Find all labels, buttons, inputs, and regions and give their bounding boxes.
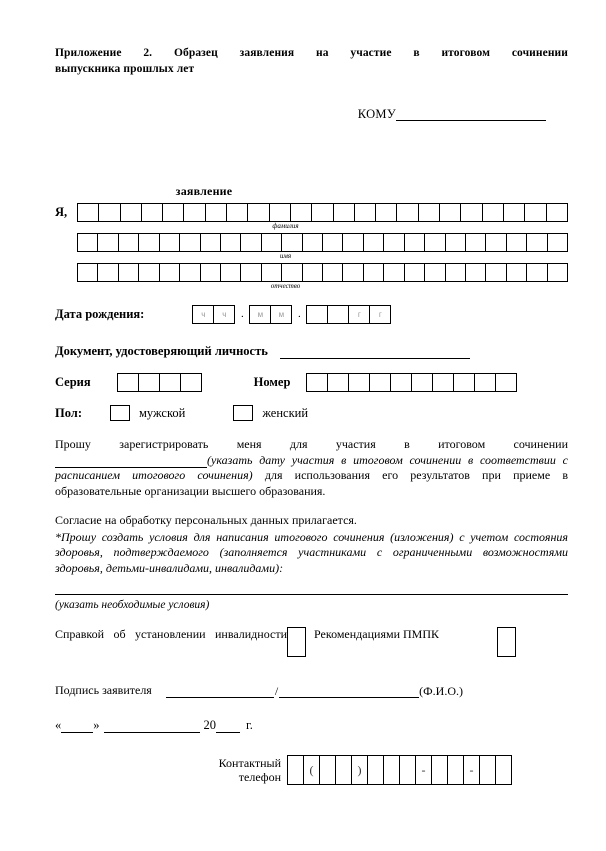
statement-heading: заявление — [175, 184, 233, 198]
birth-year-cell[interactable] — [328, 306, 349, 323]
number-cell[interactable] — [433, 374, 454, 391]
surname-cell[interactable] — [99, 204, 120, 221]
contact-phone-label — [201, 756, 281, 784]
birth-day-input[interactable] — [192, 305, 235, 324]
addressee-input[interactable] — [396, 107, 546, 121]
patronymic-cell[interactable] — [323, 264, 343, 281]
number-cell[interactable] — [328, 374, 349, 391]
gender-row — [55, 405, 568, 421]
number-label: Номер — [253, 375, 291, 389]
firstname-cell[interactable] — [527, 234, 547, 251]
phone-cell[interactable] — [496, 756, 512, 784]
number-cell[interactable] — [454, 374, 475, 391]
page-title-line-1: Приложение 2. Образец заявления на участие в итоговом сочинении — [55, 47, 568, 59]
special-conditions-paragraph — [55, 530, 568, 577]
birth-day-cell[interactable]: ч — [193, 306, 214, 323]
firstname-cell[interactable] — [507, 234, 527, 251]
surname-cell[interactable] — [227, 204, 248, 221]
identity-document-input[interactable] — [280, 344, 470, 359]
contact-phone-input-grid[interactable] — [287, 755, 512, 785]
surname-input-grid[interactable] — [77, 203, 568, 222]
phone-cell[interactable] — [288, 756, 304, 784]
surname-caption: фамилия — [272, 222, 299, 230]
phone-cell[interactable] — [320, 756, 336, 784]
date-day-input[interactable] — [61, 720, 93, 733]
contact-phone-label-line-2: телефон — [238, 770, 281, 784]
patronymic-cell[interactable] — [343, 264, 363, 281]
birth-separator-2: . — [297, 308, 301, 320]
date-year-input[interactable] — [216, 720, 240, 733]
surname-row — [55, 203, 568, 222]
patronymic-cell[interactable] — [180, 264, 200, 281]
patronymic-cell[interactable] — [262, 264, 282, 281]
surname-cell[interactable] — [121, 204, 142, 221]
patronymic-cell[interactable] — [425, 264, 445, 281]
signature-slash: / — [274, 684, 279, 698]
number-cell[interactable] — [307, 374, 328, 391]
pmpk-recommendations-label: Рекомендациями ПМПК — [314, 627, 439, 641]
series-cell[interactable] — [181, 374, 202, 391]
patronymic-cell[interactable] — [466, 264, 486, 281]
patronymic-cell[interactable] — [98, 264, 118, 281]
surname-cell[interactable] — [312, 204, 333, 221]
series-input-grid[interactable] — [117, 373, 202, 392]
phone-cell[interactable] — [400, 756, 416, 784]
conditions-caption: (указать необходимые условия) — [55, 599, 210, 611]
surname-cell[interactable] — [461, 204, 482, 221]
phone-cell[interactable] — [480, 756, 496, 784]
phone-cell[interactable] — [448, 756, 464, 784]
surname-cell[interactable] — [547, 204, 568, 221]
identity-document-row — [55, 344, 568, 359]
patronymic-cell[interactable] — [446, 264, 466, 281]
firstname-cell[interactable] — [446, 234, 466, 251]
patronymic-cell[interactable] — [282, 264, 302, 281]
surname-cell[interactable] — [419, 204, 440, 221]
gender-female-checkbox[interactable] — [233, 405, 253, 421]
patronymic-row — [55, 263, 568, 282]
quote-close: » — [93, 718, 100, 732]
gender-male-checkbox[interactable] — [110, 405, 130, 421]
firstname-cell[interactable] — [180, 234, 200, 251]
series-cell[interactable] — [139, 374, 160, 391]
firstname-cell[interactable] — [98, 234, 118, 251]
birth-date-label: Дата рождения: — [55, 307, 145, 321]
surname-cell[interactable] — [78, 204, 99, 221]
firstname-cell[interactable] — [139, 234, 159, 251]
number-cell[interactable] — [391, 374, 412, 391]
birth-month-cell[interactable]: м — [250, 306, 271, 323]
special-conditions-text: *Прошу создать условия для написания итогового сочинения (изложения) с учетом состояния здоровья, подтверждаемого (заполняется участниками с ограниченными возможностями здоровья, детьми-инвалидами, инвалидами): — [55, 529, 568, 575]
gender-label: Пол: — [55, 405, 82, 420]
surname-cell[interactable] — [504, 204, 525, 221]
firstname-cell[interactable] — [241, 234, 261, 251]
number-cell[interactable] — [496, 374, 517, 391]
patronymic-cell[interactable] — [507, 264, 527, 281]
participation-date-input[interactable] — [55, 456, 207, 468]
series-cell[interactable] — [160, 374, 181, 391]
patronymic-cell[interactable] — [201, 264, 221, 281]
firstname-cell[interactable] — [466, 234, 486, 251]
surname-cell[interactable] — [525, 204, 546, 221]
row-indent — [55, 233, 77, 252]
birth-year-input[interactable] — [306, 305, 391, 324]
date-year-suffix: г. — [246, 718, 253, 732]
quote-open: « — [55, 718, 62, 732]
surname-cell[interactable] — [163, 204, 184, 221]
phone-cell[interactable]: - — [464, 756, 480, 784]
date-month-input[interactable] — [104, 720, 200, 733]
surname-cell[interactable] — [291, 204, 312, 221]
page-title-line-2: выпускника прошлых лет — [55, 63, 195, 75]
contact-phone-row — [55, 755, 568, 785]
birth-year-cell[interactable]: г — [370, 306, 391, 323]
surname-cell[interactable] — [355, 204, 376, 221]
contact-phone-label-line-1: Контактный — [218, 756, 281, 770]
firstname-cell[interactable] — [303, 234, 323, 251]
conditions-input-line[interactable] — [55, 593, 568, 595]
firstname-cell[interactable] — [119, 234, 139, 251]
number-input-grid[interactable] — [306, 373, 517, 392]
phone-cell[interactable]: ) — [352, 756, 368, 784]
birth-day-cell[interactable]: ч — [214, 306, 235, 323]
patronymic-cell[interactable] — [364, 264, 384, 281]
firstname-cell[interactable] — [262, 234, 282, 251]
patronymic-caption: отчество — [270, 282, 301, 290]
surname-cell[interactable] — [334, 204, 355, 221]
firstname-cell[interactable] — [343, 234, 363, 251]
firstname-cell[interactable] — [405, 234, 425, 251]
signature-row — [55, 683, 568, 698]
date-year-prefix: 20 — [203, 718, 216, 732]
name-section — [55, 203, 568, 291]
registration-request-paragraph — [55, 437, 568, 499]
number-cell[interactable] — [475, 374, 496, 391]
signature-label: Подпись заявителя — [55, 683, 152, 697]
patronymic-cell[interactable] — [160, 264, 180, 281]
birth-month-cell[interactable]: м — [271, 306, 292, 323]
firstname-caption: имя — [279, 252, 292, 260]
surname-cell[interactable] — [248, 204, 269, 221]
gender-male-label: мужской — [138, 405, 186, 420]
date-row — [55, 718, 568, 733]
registration-request-line-1: Прошу зарегистрировать меня для участия в итоговом сочинении — [55, 437, 568, 451]
patronymic-input-grid[interactable] — [77, 263, 568, 282]
firstname-cell[interactable] — [201, 234, 221, 251]
firstname-cell[interactable] — [221, 234, 241, 251]
birth-year-cell[interactable] — [307, 306, 328, 323]
gender-female-label: женский — [262, 405, 309, 420]
firstname-cell[interactable] — [282, 234, 302, 251]
firstname-cell[interactable] — [323, 234, 343, 251]
signature-fio-caption: (Ф.И.О.) — [419, 684, 463, 698]
participation-date-note: (указать дату участия в итоговом сочинении в соответствии с расписанием итогового сочинения) — [55, 452, 568, 482]
firstname-cell[interactable] — [548, 234, 568, 251]
patronymic-cell[interactable] — [303, 264, 323, 281]
birth-month-input[interactable] — [249, 305, 292, 324]
disability-certificate-checkbox[interactable] — [287, 627, 306, 657]
patronymic-cell[interactable] — [548, 264, 568, 281]
surname-cell[interactable] — [270, 204, 291, 221]
disability-certificate-label: Справкой об установлении инвалидности — [55, 627, 287, 641]
firstname-input-grid[interactable] — [77, 233, 568, 252]
patronymic-cell[interactable] — [486, 264, 506, 281]
firstname-row — [55, 233, 568, 252]
ya-label: Я, — [55, 205, 68, 219]
addressee-row — [55, 107, 568, 122]
phone-cell[interactable]: - — [416, 756, 432, 784]
signature-input[interactable] — [166, 684, 274, 698]
patronymic-cell[interactable] — [221, 264, 241, 281]
addressee-label: КОМУ — [357, 107, 396, 121]
identity-document-label: Документ, удостоверяющий личность — [55, 344, 268, 358]
series-number-row — [55, 373, 568, 392]
firstname-cell[interactable] — [486, 234, 506, 251]
series-cell[interactable] — [118, 374, 139, 391]
number-cell[interactable] — [370, 374, 391, 391]
surname-cell[interactable] — [483, 204, 504, 221]
firstname-cell[interactable] — [78, 234, 98, 251]
phone-cell[interactable]: ( — [304, 756, 320, 784]
birth-separator-1: . — [240, 308, 244, 320]
surname-cell[interactable] — [142, 204, 163, 221]
phone-cell[interactable] — [336, 756, 352, 784]
pmpk-recommendations-checkbox[interactable] — [497, 627, 516, 657]
surname-cell[interactable] — [206, 204, 227, 221]
firstname-cell[interactable] — [160, 234, 180, 251]
patronymic-cell[interactable] — [384, 264, 404, 281]
birth-year-cell[interactable]: г — [349, 306, 370, 323]
surname-cell[interactable] — [440, 204, 461, 221]
surname-cell[interactable] — [397, 204, 418, 221]
firstname-cell[interactable] — [364, 234, 384, 251]
phone-cell[interactable] — [432, 756, 448, 784]
patronymic-cell[interactable] — [241, 264, 261, 281]
surname-cell[interactable] — [376, 204, 397, 221]
patronymic-cell[interactable] — [139, 264, 159, 281]
signature-fio-input[interactable] — [279, 684, 419, 698]
birth-date-row — [55, 305, 568, 324]
attachment-options-row — [55, 627, 568, 657]
phone-cell[interactable] — [368, 756, 384, 784]
patronymic-cell[interactable] — [527, 264, 547, 281]
firstname-cell[interactable] — [425, 234, 445, 251]
consent-line: Согласие на обработку персональных данных прилагается. — [55, 513, 357, 527]
surname-cell[interactable] — [184, 204, 205, 221]
firstname-cell[interactable] — [384, 234, 404, 251]
patronymic-cell[interactable] — [78, 264, 98, 281]
series-label: Серия — [55, 375, 91, 389]
number-cell[interactable] — [412, 374, 433, 391]
registration-request-tail: для использования его результатов при приеме в образовательные организации высшего образования. — [55, 468, 569, 498]
row-indent — [55, 263, 77, 282]
number-cell[interactable] — [349, 374, 370, 391]
page-title — [55, 45, 568, 77]
phone-cell[interactable] — [384, 756, 400, 784]
patronymic-cell[interactable] — [119, 264, 139, 281]
patronymic-cell[interactable] — [405, 264, 425, 281]
